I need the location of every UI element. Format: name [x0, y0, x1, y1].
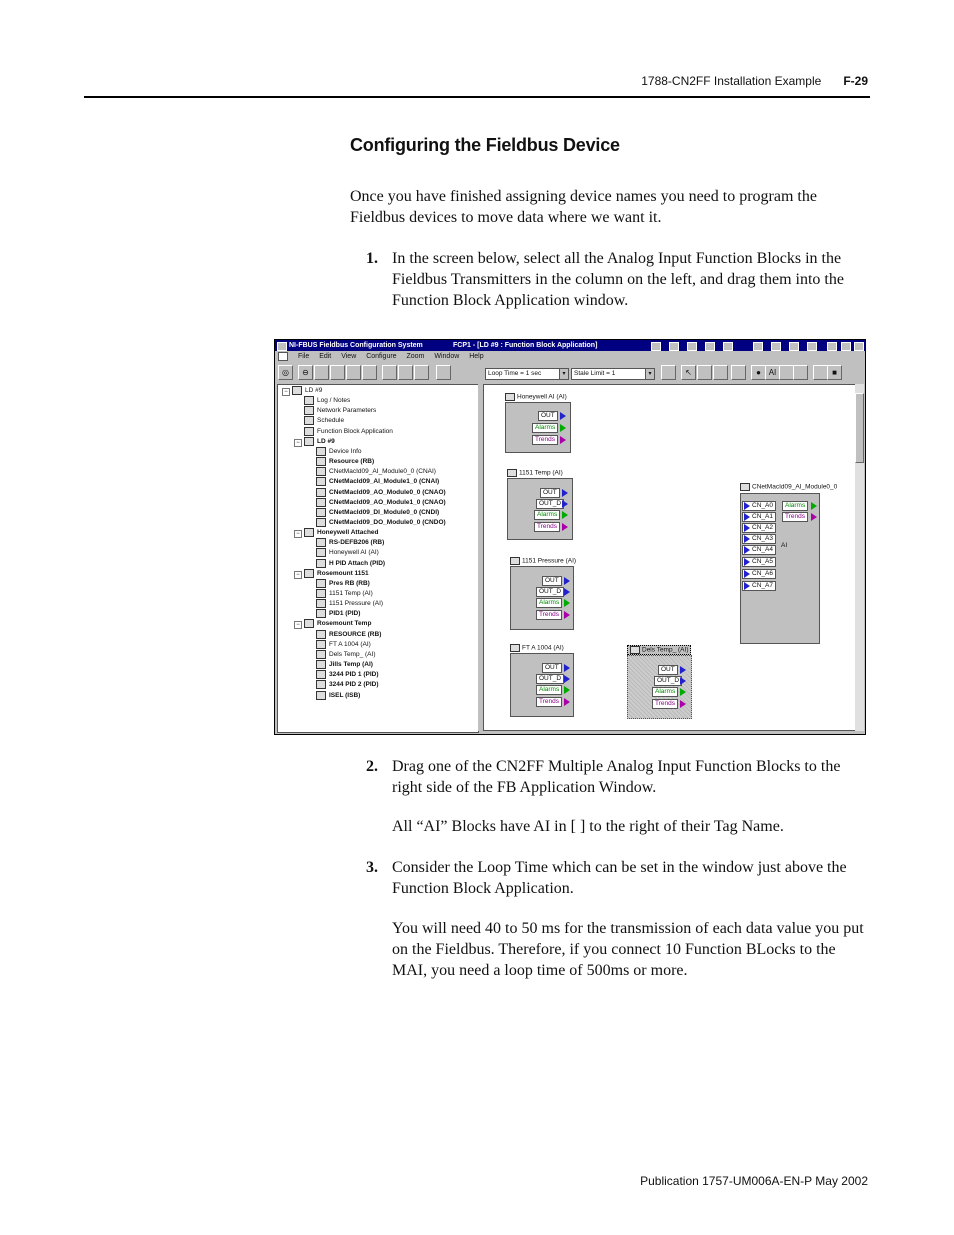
- stale-limit-value: Stale Limit = 1: [574, 370, 616, 377]
- port-trends[interactable]: Trends: [536, 697, 562, 707]
- tree-item-label: Network Parameters: [317, 407, 377, 415]
- output-arrow: [680, 666, 686, 674]
- tree-item-label: LD #9: [317, 437, 335, 445]
- menu-edit[interactable]: Edit: [319, 353, 332, 360]
- tree-item-label: CNetMacId09_AI_Module0_0 (CNAI): [329, 468, 436, 476]
- tree-item[interactable]: [316, 477, 439, 487]
- step-1: [366, 248, 870, 311]
- toolbar-icon[interactable]: [687, 342, 697, 351]
- block-icon: [316, 660, 326, 669]
- maximize-icon[interactable]: [841, 342, 851, 351]
- ai-button[interactable]: AI: [765, 365, 780, 380]
- block-icon: [316, 650, 326, 659]
- output-arrow: [564, 698, 570, 706]
- nifbus-screenshot: [274, 339, 866, 735]
- minimize-icon[interactable]: [827, 342, 837, 351]
- block-icon: [316, 630, 326, 639]
- port-out[interactable]: OUT: [658, 665, 678, 675]
- port-out[interactable]: OUT: [542, 663, 562, 673]
- port-alarms[interactable]: Alarms: [652, 687, 678, 697]
- tree-item[interactable]: [316, 447, 362, 457]
- toolbar-icon[interactable]: [705, 342, 715, 351]
- block-icon: [316, 498, 326, 507]
- output-arrow: [560, 424, 566, 432]
- collapse-toggle-icon[interactable]: −: [294, 621, 302, 629]
- output-arrow: [811, 513, 817, 521]
- block-icon: [304, 396, 314, 405]
- block-icon: [316, 589, 326, 598]
- output-arrow: [562, 500, 568, 508]
- tree-item-label: Function Block Application: [317, 427, 393, 435]
- output-arrow: [560, 436, 566, 444]
- tree-item-label: Dels Temp_ (AI): [329, 651, 376, 659]
- tree-item[interactable]: [316, 670, 379, 680]
- tree-item[interactable]: [304, 569, 369, 579]
- output-arrow: [811, 502, 817, 510]
- toolbar-button[interactable]: ●: [751, 365, 766, 380]
- doc-title: FCP1 - [LD #9 : Function Block Application]: [453, 342, 598, 349]
- port-trends[interactable]: Trends: [532, 435, 558, 445]
- header-rule: [84, 96, 870, 98]
- output-arrow: [562, 523, 568, 531]
- header-title: 1788-CN2FF Installation Example: [641, 74, 822, 88]
- toolbar-button[interactable]: [398, 365, 413, 380]
- tree-item[interactable]: [316, 640, 371, 650]
- block-icon: [316, 599, 326, 608]
- block-icon: [316, 680, 326, 689]
- block-title: 1151 Temp (AI): [507, 469, 563, 477]
- zoom-icon[interactable]: [779, 365, 794, 380]
- mai-input-port[interactable]: CN_A7: [742, 581, 776, 591]
- step-number: 1.: [366, 250, 378, 267]
- tree-item-label: Resource (RB): [329, 458, 375, 466]
- app-title: NI-FBUS Fieldbus Configuration System: [289, 342, 423, 349]
- tree-item-label: Honeywell AI (AI): [329, 549, 379, 557]
- section-title: Configuring the Fieldbus Device: [350, 135, 620, 155]
- block-title-selected: Dels Temp_ (AI): [627, 645, 691, 655]
- block-icon: [316, 640, 326, 649]
- toolbar-icon[interactable]: [807, 342, 817, 351]
- port-out[interactable]: OUT: [542, 576, 562, 586]
- toolbar-button[interactable]: [382, 365, 397, 380]
- toolbar-button[interactable]: [436, 365, 451, 380]
- output-arrow: [564, 675, 570, 683]
- tree-item[interactable]: [316, 650, 375, 660]
- menu-help[interactable]: Help: [469, 353, 484, 360]
- system-menu-icon[interactable]: [278, 352, 288, 361]
- tree-item-label: Log / Notes: [317, 397, 351, 405]
- output-arrow: [564, 599, 570, 607]
- chevron-down-icon[interactable]: ▾: [559, 369, 568, 379]
- tree-item[interactable]: [316, 599, 383, 609]
- vertical-scrollbar[interactable]: [855, 384, 864, 731]
- toolbar-button[interactable]: [314, 365, 329, 380]
- mai-input-port[interactable]: CN_A2: [742, 523, 776, 533]
- tree-item[interactable]: [316, 457, 374, 467]
- tree-item-label: CNetMacId09_AO_Module1_0 (CNAO): [329, 498, 446, 506]
- footer-publication: Publication 1757-UM006A-EN-P May 2002: [640, 1174, 868, 1188]
- tree-item-label: RESOURCE (RB): [329, 630, 382, 638]
- mai-input-port[interactable]: CN_A0: [742, 501, 776, 511]
- collapse-toggle-icon[interactable]: −: [294, 439, 302, 447]
- block-icon: [316, 579, 326, 588]
- app-icon: [277, 342, 287, 351]
- tree-item-label: 1151 Pressure (AI): [329, 600, 384, 608]
- block-icon: [316, 548, 326, 557]
- function-block-canvas[interactable]: [483, 384, 857, 731]
- block-icon: [304, 437, 314, 446]
- output-arrow: [564, 577, 570, 585]
- tree-item-label: CNetMacId09_DO_Module0_0 (CNDO): [329, 519, 446, 527]
- collapse-toggle-icon[interactable]: −: [282, 388, 290, 396]
- toolbar-button[interactable]: [414, 365, 429, 380]
- block-icon: [304, 406, 314, 415]
- block-icon: [304, 569, 314, 578]
- toolbar-button[interactable]: ◎: [278, 365, 293, 380]
- output-arrow: [680, 677, 686, 685]
- port-alarms[interactable]: Alarms: [782, 501, 808, 511]
- port-trends[interactable]: Trends: [652, 699, 678, 709]
- output-arrow: [562, 511, 568, 519]
- mai-input-port[interactable]: CN_A1: [742, 512, 776, 522]
- block-title: FT A 1004 (AI): [510, 644, 564, 652]
- tree-item[interactable]: [316, 538, 384, 548]
- tree-item-label: CNetMacId09_AI_Module1_0 (CNAI): [329, 478, 440, 486]
- mai-input-port[interactable]: CN_A3: [742, 534, 776, 544]
- block-icon: [316, 488, 326, 497]
- tree-item-label: 3244 PID 1 (PID): [329, 671, 379, 679]
- tree-item[interactable]: [292, 386, 322, 396]
- running-header: [641, 74, 868, 88]
- loop-time-select[interactable]: [485, 368, 569, 380]
- tree-item[interactable]: [304, 396, 350, 406]
- menu-bar: [275, 351, 865, 362]
- tree-item[interactable]: [316, 630, 381, 640]
- step-3: [366, 857, 870, 899]
- block-title: Honeywell AI (AI): [505, 393, 567, 401]
- port-out-d[interactable]: OUT_D: [536, 674, 564, 684]
- tree-item[interactable]: [316, 609, 360, 619]
- port-out[interactable]: OUT: [540, 488, 560, 498]
- device-tree-pane: [277, 384, 479, 733]
- toolbar-button[interactable]: [697, 365, 712, 380]
- tree-item[interactable]: [304, 427, 393, 437]
- step-3-note: You will need 40 to 50 ms for the transmission of each data value you put on the Fieldbus. Therefore, if you connect 10 Function BLocks to the MAI, you need a loop time of 500ms or more.: [392, 920, 864, 979]
- toolbar-button[interactable]: [661, 365, 676, 380]
- step-text: Consider the Loop Time which can be set in the window just above the Function Block Application.: [392, 859, 847, 897]
- tree-item-label: Rosemount Temp: [317, 620, 372, 628]
- step-2: [366, 756, 870, 798]
- tree-item-label: CNetMacId09_AO_Module0_0 (CNAO): [329, 488, 446, 496]
- output-arrow: [680, 688, 686, 696]
- chevron-down-icon[interactable]: ▾: [645, 369, 654, 379]
- output-arrow: [564, 664, 570, 672]
- tree-item-label: LD #9: [305, 387, 323, 395]
- block-title: 1151 Pressure (AI): [510, 557, 576, 565]
- toolbar-button[interactable]: [713, 365, 728, 380]
- menu-file[interactable]: File: [297, 353, 310, 360]
- scroll-thumb[interactable]: [855, 393, 864, 463]
- block-icon: [316, 477, 326, 486]
- tree-item-label: H PID Attach (PID): [329, 559, 386, 567]
- tree-item[interactable]: [316, 518, 446, 528]
- port-trends[interactable]: Trends: [534, 522, 560, 532]
- toolbar-icon[interactable]: [789, 342, 799, 351]
- port-trends[interactable]: Trends: [782, 512, 808, 522]
- port-alarms[interactable]: Alarms: [536, 598, 562, 608]
- mai-input-port[interactable]: CN_A5: [742, 557, 776, 567]
- toolbar-icon[interactable]: [723, 342, 733, 351]
- block-icon: [304, 619, 314, 628]
- block-icon: [316, 538, 326, 547]
- menu-window[interactable]: Window: [434, 353, 460, 360]
- toolbar-button[interactable]: [813, 365, 828, 380]
- port-alarms[interactable]: Alarms: [534, 510, 560, 520]
- mai-input-port[interactable]: CN_A6: [742, 569, 776, 579]
- port-alarms[interactable]: Alarms: [536, 685, 562, 695]
- tree-item[interactable]: [316, 559, 385, 569]
- loop-time-value: Loop Time = 1 sec: [488, 370, 542, 377]
- tree-item-label: 1151 Temp (AI): [329, 590, 373, 598]
- tree-item[interactable]: [316, 589, 373, 599]
- output-arrow: [560, 412, 566, 420]
- tree-item[interactable]: [304, 406, 376, 416]
- output-arrow: [564, 588, 570, 596]
- port-out-d[interactable]: OUT_D: [654, 676, 682, 686]
- block-icon: [316, 691, 326, 700]
- tree-item-label: Honeywell Attached: [317, 529, 379, 537]
- tree-item-label: Pres RB (RB): [329, 580, 370, 588]
- tree-item[interactable]: [316, 691, 360, 701]
- tree-item-label: CNetMacId09_DI_Module0_0 (CNDI): [329, 509, 440, 517]
- tree-item[interactable]: [316, 660, 373, 670]
- tree-item[interactable]: [316, 680, 379, 690]
- tree-item[interactable]: [316, 548, 379, 558]
- output-arrow: [564, 611, 570, 619]
- tree-item[interactable]: [304, 416, 344, 426]
- block-icon: [304, 416, 314, 425]
- block-icon: [316, 609, 326, 618]
- tree-item-label: PID1 (PID): [329, 610, 361, 618]
- collapse-toggle-icon[interactable]: −: [294, 571, 302, 579]
- collapse-toggle-icon[interactable]: −: [294, 530, 302, 538]
- tree-item[interactable]: [316, 579, 370, 589]
- port-alarms[interactable]: Alarms: [532, 423, 558, 433]
- toolbar-button[interactable]: [330, 365, 345, 380]
- step-number: 3.: [366, 859, 378, 876]
- intro-paragraph: Once you have finished assigning device names you need to program the Fieldbus devices to move data where we want it.: [350, 188, 817, 226]
- block-icon: [316, 467, 326, 476]
- tree-item-label: ISEL (ISB): [329, 691, 361, 699]
- toolbar-button[interactable]: [793, 365, 808, 380]
- tree-item[interactable]: [304, 528, 379, 538]
- tree-item[interactable]: [316, 467, 436, 477]
- toolbar-button[interactable]: [362, 365, 377, 380]
- toolbar-button[interactable]: ⊖: [298, 365, 313, 380]
- pointer-tool-button[interactable]: ↖: [681, 365, 696, 380]
- port-out-d[interactable]: OUT_D: [536, 587, 564, 597]
- output-arrow: [680, 700, 686, 708]
- mai-input-port[interactable]: CN_A4: [742, 545, 776, 555]
- step-number: 2.: [366, 758, 378, 775]
- tree-item-label: Rosemount 1151: [317, 569, 369, 577]
- port-out-d[interactable]: OUT_D: [536, 499, 564, 509]
- block-icon: [316, 447, 326, 456]
- tree-item[interactable]: [304, 437, 335, 447]
- tree-item[interactable]: [316, 508, 439, 518]
- block-icon: [316, 670, 326, 679]
- output-arrow: [564, 686, 570, 694]
- toolbar-icon[interactable]: [753, 342, 763, 351]
- tree-item-label: FT A 1004 (AI): [329, 640, 371, 648]
- page-number: F-29: [843, 74, 868, 88]
- tree-item[interactable]: [304, 619, 371, 629]
- block-icon: [304, 427, 314, 436]
- step-2-note: All “AI” Blocks have AI in [ ] to the right of their Tag Name.: [392, 818, 784, 835]
- mai-block-title: CNetMacId09_AI_Module0_0: [740, 483, 837, 491]
- toolbar-button[interactable]: [731, 365, 746, 380]
- toolbar-button[interactable]: ■: [827, 365, 842, 380]
- block-icon: [292, 386, 302, 395]
- close-icon[interactable]: [854, 342, 864, 351]
- step-text: In the screen below, select all the Analog Input Function Blocks in the Fieldbus Transmitters in the column on the left, and drag them into the Function Block Application window.: [392, 250, 844, 309]
- toolbar-icon[interactable]: [651, 342, 661, 351]
- tree-item-label: Schedule: [317, 417, 345, 425]
- toolbar-button[interactable]: [346, 365, 361, 380]
- block-icon: [304, 528, 314, 537]
- stale-limit-select[interactable]: [571, 368, 655, 380]
- title-bar: [275, 340, 865, 351]
- port-trends[interactable]: Trends: [536, 610, 562, 620]
- step-text: Drag one of the CN2FF Multiple Analog Input Function Blocks to the right side of the FB Application Window.: [392, 758, 841, 796]
- tree-item-label: Device Info: [329, 448, 362, 456]
- menu-view[interactable]: View: [341, 353, 357, 360]
- toolbar-icon[interactable]: [771, 342, 781, 351]
- block-icon: [316, 508, 326, 517]
- tree-item[interactable]: [316, 498, 446, 508]
- tree-item-label: RS-DEFB206 (RB): [329, 539, 385, 547]
- mai-label: AI: [781, 542, 788, 549]
- block-icon: [316, 559, 326, 568]
- tree-item-label: Jills Temp (AI): [329, 661, 373, 669]
- toolbar-icon[interactable]: [669, 342, 679, 351]
- menu-configure[interactable]: Configure: [366, 353, 397, 360]
- tree-item-label: 3244 PID 2 (PID): [329, 681, 379, 689]
- tree-item[interactable]: [316, 488, 446, 498]
- output-arrow: [562, 489, 568, 497]
- block-icon: [316, 518, 326, 527]
- menu-zoom[interactable]: Zoom: [406, 353, 425, 360]
- port-out[interactable]: OUT: [538, 411, 558, 421]
- block-icon: [316, 457, 326, 466]
